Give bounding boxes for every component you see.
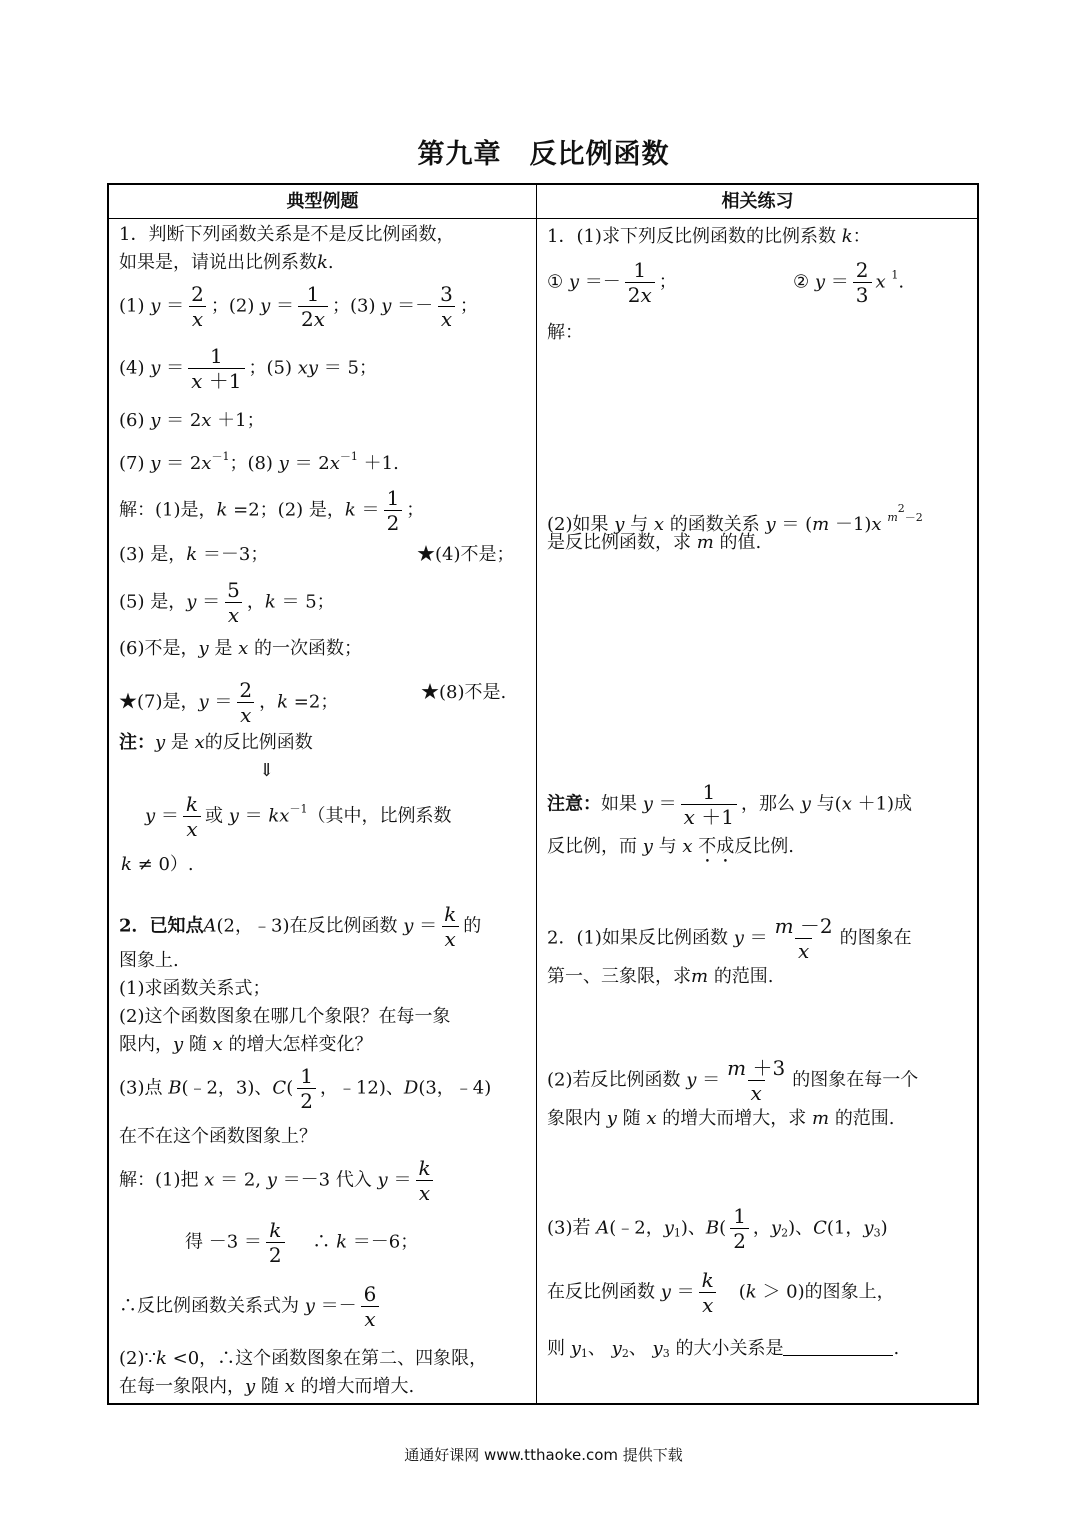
left-q2-part3-tail: 在不在这个函数图象上？ [119, 1126, 317, 1147]
page-footer: 通通好课网 www.tthaoke.com 提供下载 [404, 1446, 683, 1464]
left-note-formula: y ＝ $\frac{k}{x}$ 或 $y = kx^{-1}$（其中，比例系数 [145, 792, 452, 841]
left-q2-line1: 2．已知点A(2，﹣3)在反比例函数 y ＝ $\frac{k}{x}$ 的 [119, 902, 482, 951]
left-sol1-item8: ★(8)不是. [421, 682, 507, 703]
left-q1-items-1-3: (1) y ＝ $\frac{2}{x}$ ；(2) y ＝ $\frac{1}{2x}$ ；(3) y ＝－ $\frac{3}{x}$ ； [119, 282, 478, 331]
header-divider [109, 218, 977, 219]
right-q2-part2-line1: (2)若反比例函数 y ＝ $\frac{m +3}{x}$ 的图象在每一个 [547, 1056, 919, 1105]
left-note-line: 注：y 是 x的反比例函数 [119, 732, 313, 753]
left-sol2-line3: ∴反比例函数关系式为 y ＝－ $\frac{6}{x}$ [119, 1283, 383, 1330]
left-q1-item-6: (6) y ＝ 2x ＋1； [119, 410, 265, 431]
right-q2-part3-line1: (3)若 A(﹣2，$y_1$)、B( $\frac{1}{2}$ ，$y_2$)、C(1，$y_3$) [547, 1204, 888, 1253]
left-q2-part2b: 限内，y 随 x 的增大怎样变化？ [119, 1034, 373, 1055]
left-sol2-line5: 在每一象限内，y 随 x 的增大而增大. [119, 1376, 415, 1397]
exercise-table [107, 183, 979, 1405]
right-note-line1: 注意：如果 y ＝ $\frac{1}{x +1}$ ，那么 y 与(x ＋1)成 [547, 780, 913, 829]
page-title: 第九章 反比例函数 [417, 139, 670, 170]
left-q2-line2: 图象上. [119, 950, 179, 971]
right-q2-part1-line2: 第一、三象限，求m 的范围. [547, 966, 774, 987]
left-sol2-line4: (2)∵k <0，∴这个函数图象在第二、四象限， [119, 1348, 488, 1369]
right-jie: 解： [547, 322, 583, 343]
left-sol2-line1: 解：(1)把 x ＝ 2, y ＝－3 代入 y ＝ $\frac{k}{x}$ [119, 1157, 438, 1204]
right-q2-part1-line1: 2．(1)如果反比例函数 y ＝ $\frac{m -2}{x}$ 的图象在 [547, 914, 912, 963]
column-header-left: 典型例题 [286, 191, 359, 212]
left-note-arrow: ⇓ [259, 760, 275, 781]
left-sol1-line1: 解：(1)是，k =2；(2) 是，k ＝ $\frac{1}{2}$ ； [119, 486, 425, 535]
left-q2-part1: (1)求函数关系式； [119, 978, 271, 999]
right-q2-part3-line3: 则 $y_1$、 $y_2$、 $y_3$ 的大小关系是 . [547, 1338, 900, 1360]
left-q1-line2: 如果是，请说出比例系数k. [119, 252, 334, 273]
right-q1-part2-line2: 是反比例函数，求 m 的值. [547, 532, 762, 553]
right-q1-part2-line1: (2)如果 y 与 x 的函数关系 y ＝ (m －1)x $^{m^2-2}$ [547, 502, 923, 535]
right-q1-item2: ② y ＝ $\frac{2}{3}$ x $^1$. [793, 258, 905, 307]
left-sol1-line2: (3) 是，k ＝－3； [119, 544, 269, 565]
left-q2-part2a: (2)这个函数图象在哪几个象限？在每一象 [119, 1006, 451, 1027]
left-sol1-line5: ★(7)是，y ＝ $\frac{2}{x}$ ，k =2； [119, 678, 339, 727]
left-sol2-line2: 得 －3 ＝ $\frac{k}{2}$ ∴ k ＝－6； [185, 1218, 419, 1267]
left-note-k: k ≠ 0）. [121, 854, 194, 875]
right-q1-line1: 1．(1)求下列反比例函数的比例系数 k： [547, 226, 871, 247]
left-sol1-line3: (5) 是，y ＝ $\frac{5}{x}$ ，k ＝ 5； [119, 578, 335, 627]
right-q1-item1: ① y ＝－ $\frac{1}{2x}$ ； [547, 258, 677, 307]
column-divider [536, 185, 537, 1403]
left-sol1-item4: ★(4)不是； [417, 544, 515, 565]
right-q2-part3-line2: 在反比例函数 y ＝ $\frac{k}{x}$ (k ＞ 0)的图象上， [547, 1268, 895, 1317]
right-note-line2: 反比例，而 y 与 x 不成反比例. [547, 836, 794, 857]
right-q2-part2-line2: 象限内 y 随 x 的增大而增大，求 m 的范围. [547, 1108, 895, 1129]
left-q1-line1: 1．判断下列函数关系是不是反比例函数， [119, 224, 455, 245]
column-header-right: 相关练习 [721, 191, 794, 212]
left-sol1-line4: (6)不是，y 是 x 的一次函数； [119, 638, 363, 659]
answer-blank[interactable] [783, 1337, 893, 1356]
left-q2-part3: (3)点 B(﹣2，3)、C( $\frac{1}{2}$ ，﹣12)、D(3，﹣4) [119, 1064, 492, 1113]
left-q1-items-7-8: (7) $y = 2x^{-1}$；(8) $y = 2x^{-1} +1$. [119, 450, 399, 474]
left-q1-items-4-5: (4) y ＝ $\frac{1}{x +1}$ ；(5) xy ＝ 5； [119, 344, 377, 393]
